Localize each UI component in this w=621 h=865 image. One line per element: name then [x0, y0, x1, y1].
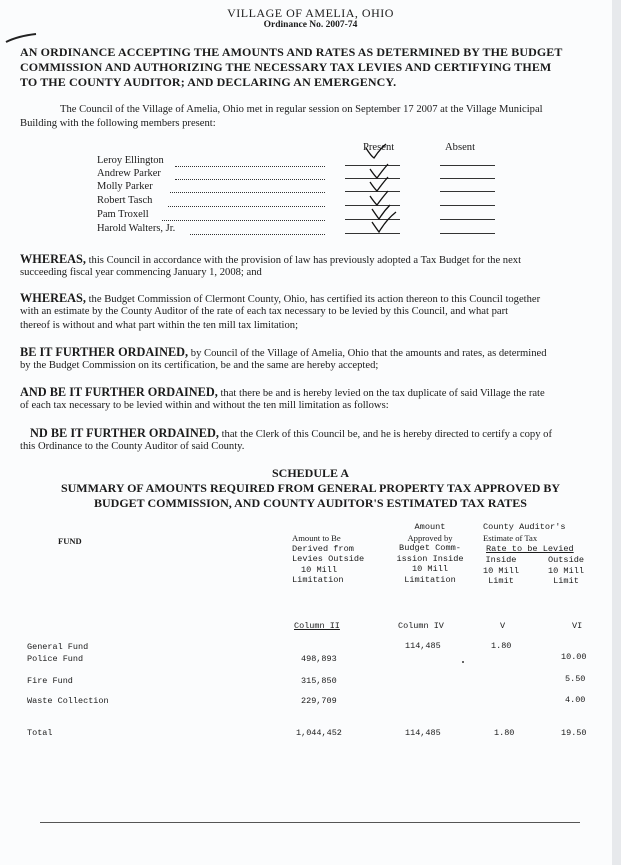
- member-name: Leroy Ellington: [97, 155, 164, 166]
- table-cell-col6: 5.50: [565, 674, 586, 684]
- absent-column-label: Absent: [445, 142, 476, 153]
- clause-line: succeeding fiscal year commencing January 1, 2008; and: [20, 267, 262, 278]
- member-name: Pam Troxell: [97, 209, 149, 220]
- col2-header-line: Limitation: [292, 575, 344, 585]
- clause-text: this Council in accordance with the provision of law has previously adopted a Tax Budget for the next: [88, 255, 522, 266]
- clause-line: by the Budget Commission on its certification, be and the same are hereby accepted;: [20, 360, 379, 371]
- auditor-header: County Auditor's: [483, 522, 566, 532]
- clause-lead: ND BE IT FURTHER ORDAINED,: [30, 426, 219, 440]
- intro-line-1: The Council of the Village of Amelia, Ohio met in regular session on September 17 2007 at the Village Municipal: [60, 104, 543, 115]
- col6-header-line: 10 Mill: [547, 565, 585, 576]
- member-name: Robert Tasch: [97, 195, 153, 206]
- col5-header-line: Limit: [488, 576, 514, 586]
- check-marks: [0, 0, 621, 260]
- total-col6: 19.50: [561, 728, 587, 738]
- col4-header-line: 10 Mill: [411, 564, 449, 574]
- clause-lead: WHEREAS,: [20, 291, 86, 305]
- check-mark-icon: [372, 205, 390, 219]
- table-cell-col2: 315,850: [301, 676, 337, 686]
- member-name: Andrew Parker: [97, 168, 161, 179]
- clause-text: that the Clerk of this Council be, and he is hereby directed to certify a copy of: [221, 429, 552, 440]
- col5-header-line: 10 Mill: [482, 565, 520, 576]
- col5-header-line: Inside: [485, 555, 517, 565]
- present-column-label: Present: [363, 142, 395, 153]
- bottom-rule: [40, 822, 580, 823]
- schedule-title: SCHEDULE A: [271, 466, 350, 480]
- column-ii-label: Column II: [294, 621, 340, 631]
- ordinance-title-line-2: COMMISSION AND AUTHORIZING THE NECESSARY TAX LEVIES AND CERTIFYING THEM: [20, 60, 552, 74]
- ordinance-number: Ordinance No. 2007-74: [263, 20, 358, 30]
- schedule-subtitle-2: BUDGET COMMISSION, AND COUNTY AUDITOR'S ESTIMATED TAX RATES: [94, 496, 527, 510]
- clause-text: that there be and is hereby levied on the tax duplicate of said Village the rate: [220, 388, 545, 399]
- total-row-label: Total: [27, 728, 53, 738]
- member-name: Harold Walters, Jr.: [97, 223, 176, 234]
- col6-header: [536, 555, 596, 587]
- col4-header-line: ission Inside: [396, 553, 464, 564]
- table-row-fund: Fire Fund: [27, 676, 73, 686]
- check-mark-icon: [366, 144, 386, 158]
- column-iv-label: Column IV: [398, 621, 444, 631]
- auditor-header-2: Estimate of Tax: [483, 533, 538, 543]
- table-cell-col2: 498,893: [301, 654, 337, 664]
- col6-header-line: Limit: [553, 576, 579, 586]
- table-cell-col2: 229,709: [301, 696, 337, 706]
- village-heading: VILLAGE OF AMELIA, OHIO: [227, 6, 394, 20]
- table-row-fund: Waste Collection: [27, 696, 109, 706]
- table-cell-col4: 114,485: [405, 641, 441, 651]
- total-col4: 114,485: [405, 728, 441, 738]
- col4-header: [385, 522, 475, 585]
- member-name: Molly Parker: [97, 181, 153, 192]
- clause-text: the Budget Commission of Clermont County, Ohio, has certified its action thereon to this Council together: [88, 294, 541, 305]
- col2-header: [292, 533, 364, 586]
- table-row-fund: General Fund: [27, 642, 89, 652]
- col2-header-line: Derived from: [292, 543, 354, 554]
- col2-header-line: Amount to Be: [292, 533, 341, 543]
- clause-line: this Ordinance to the County Auditor of said County.: [20, 441, 245, 452]
- table-cell-col6: 4.00: [565, 695, 586, 705]
- clause-line: of each tax necessary to be levied within and without the ten mill limitation as follows:: [20, 400, 389, 411]
- total-col2: 1,044,452: [296, 728, 342, 738]
- col4-header-line: Budget Comm-: [399, 543, 461, 553]
- col6-header-line: Outside: [547, 555, 585, 565]
- ordinance-title-line-3: TO THE COUNTY AUDITOR; AND DECLARING AN EMERGENCY.: [20, 75, 397, 89]
- stray-mark: [462, 661, 464, 663]
- rate-header: Rate to be Levied: [486, 544, 574, 554]
- total-col5: 1.80: [494, 728, 515, 738]
- schedule-subtitle-1: SUMMARY OF AMOUNTS REQUIRED FROM GENERAL PROPERTY TAX APPROVED BY: [60, 481, 561, 495]
- table-cell-col6: 10.00: [561, 652, 587, 662]
- col2-header-line: Levies Outside: [292, 554, 365, 564]
- clause-lead: BE IT FURTHER ORDAINED,: [20, 345, 189, 359]
- clause-lead: AND BE IT FURTHER ORDAINED,: [20, 385, 218, 399]
- table-cell-col5: 1.80: [491, 641, 512, 651]
- check-mark-icon: [370, 164, 388, 178]
- clause-lead: WHEREAS,: [20, 252, 86, 266]
- col4-header-line: Limitation: [404, 574, 456, 585]
- col5-header: [476, 555, 526, 587]
- clause-line: thereof is without and what part within the ten mill tax limitation;: [20, 320, 299, 331]
- check-mark-icon: [370, 177, 388, 191]
- column-vi-label: VI: [572, 621, 583, 631]
- column-v-label: V: [500, 621, 506, 631]
- check-mark-icon: [370, 191, 388, 205]
- col4-header-line: Amount: [414, 522, 446, 532]
- col4-header-line: Approved by: [407, 532, 453, 543]
- ordinance-title-line-1: AN ORDINANCE ACCEPTING THE AMOUNTS AND RATES AS DETERMINED BY THE BUDGET: [20, 45, 563, 59]
- table-row-fund: Police Fund: [27, 654, 84, 664]
- intro-line-2: Building with the following members present:: [20, 118, 216, 129]
- clause-line: with an estimate by the County Auditor of the rate of each tax necessary to be levied by this Council, and what part: [20, 306, 509, 317]
- col2-header-line: 10 Mill: [301, 564, 338, 575]
- clause-text: by Council of the Village of Amelia, Ohio that the amounts and rates, as determined: [190, 348, 547, 359]
- fund-column-header: FUND: [58, 536, 82, 546]
